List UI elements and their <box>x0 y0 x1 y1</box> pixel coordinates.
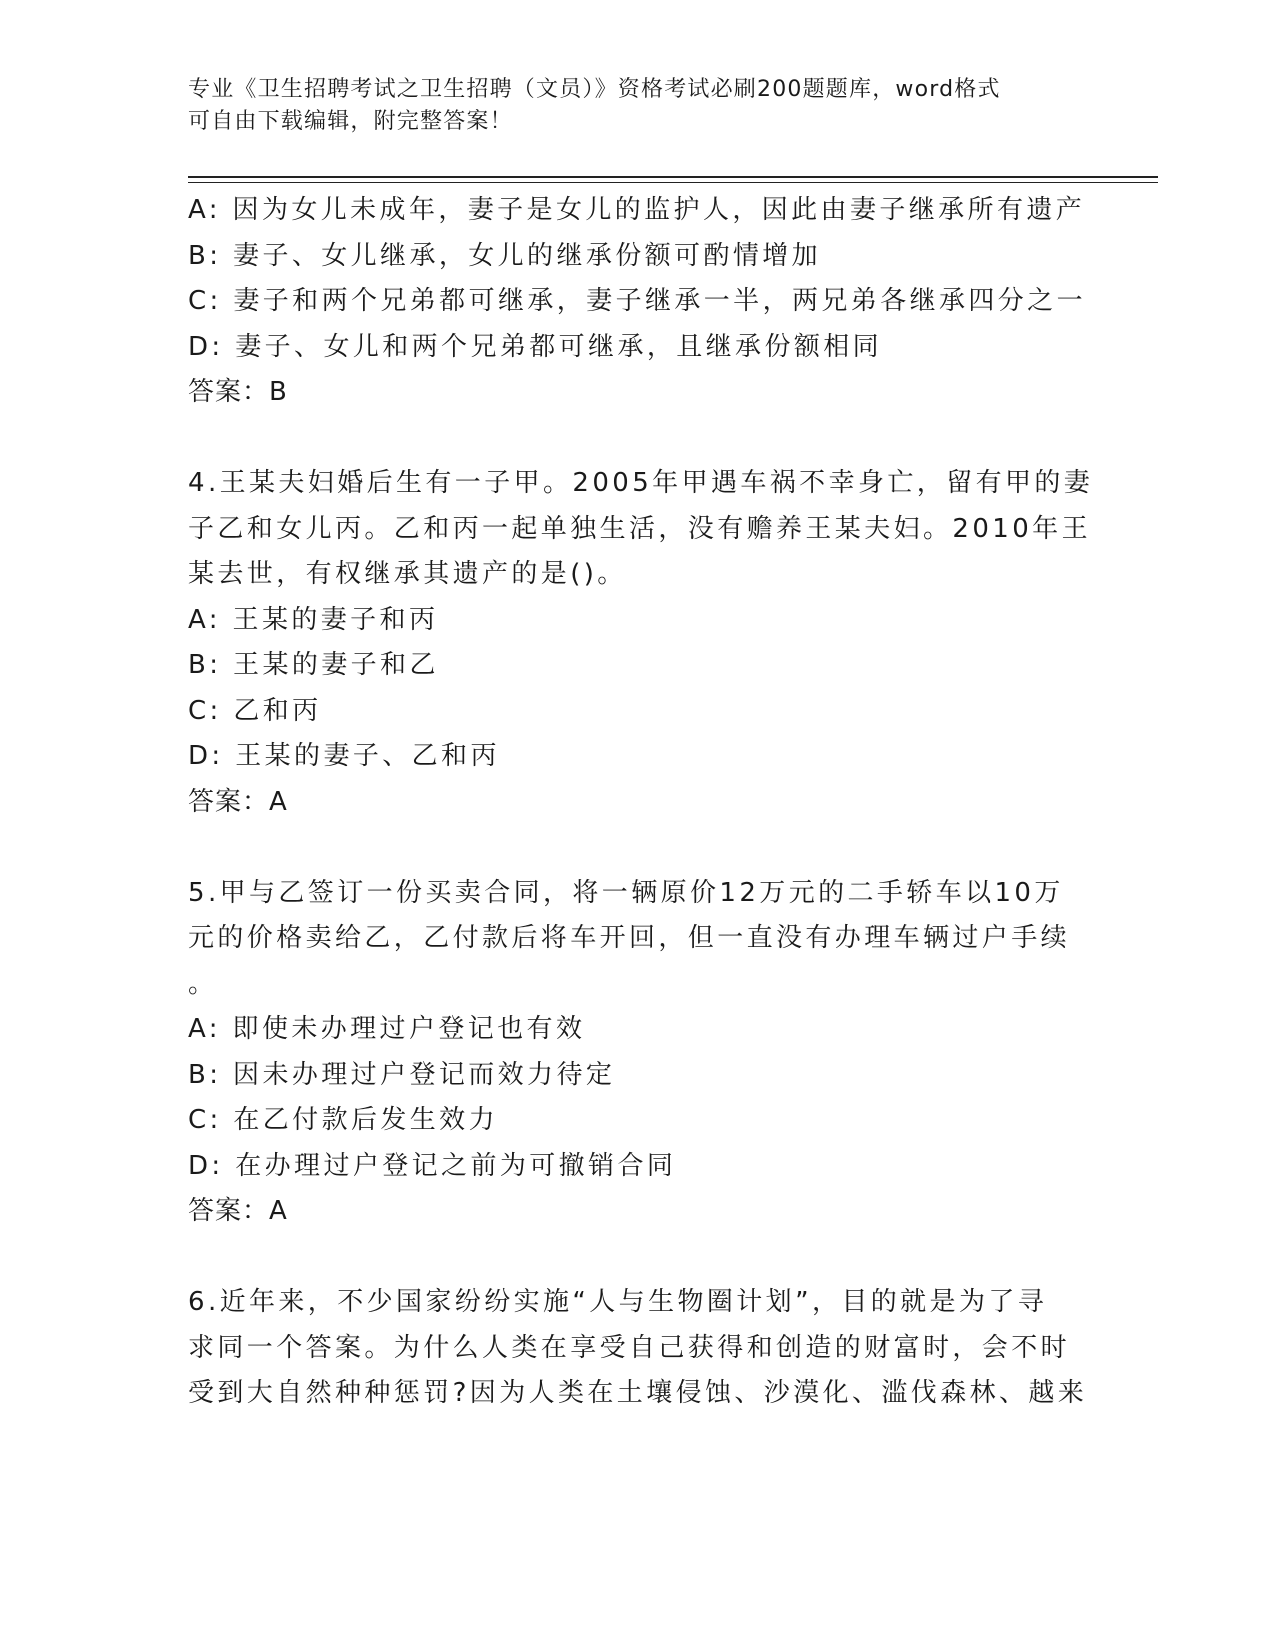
question-stem-line: 求同一个答案。为什么人类在享受自己获得和创造的财富时，会不时 <box>188 1332 1071 1363</box>
question-stem-line: 子乙和女儿丙。乙和丙一起单独生活，没有赡养王某夫妇。2010年王 <box>188 513 1091 544</box>
question-stem-line: 某去世，有权继承其遗产的是()。 <box>188 559 627 589</box>
question-stem-line: 4.王某夫妇婚后生有一子甲。2005年甲遇车祸不幸身亡，留有甲的妻 <box>188 468 1094 498</box>
header-title-line-1: 专业《卫生招聘考试之卫生招聘（文员）》资格考试必刷200题题库，word格式 <box>188 77 1001 102</box>
spacer <box>188 825 1088 871</box>
option-c: C: 妻子和两个兄弟都可继承，妻子继承一半，两兄弟各继承四分之一 <box>188 286 1086 316</box>
question-stem-line: 受到大自然种种惩罚?因为人类在土壤侵蚀、沙漠化、滥伐森林、越来 <box>188 1378 1088 1408</box>
option-a: A: 因为女儿未成年，妻子是女儿的监护人，因此由妻子继承所有遗产 <box>188 195 1086 225</box>
header-divider-thick <box>188 176 1158 178</box>
option-d: D: 王某的妻子、乙和丙 <box>188 741 500 771</box>
spacer <box>188 416 1088 462</box>
spacer <box>188 1235 1088 1281</box>
answer-label: 答案：A <box>188 786 288 817</box>
option-c: C: 在乙付款后发生效力 <box>188 1105 498 1135</box>
option-b: B: 因未办理过户登记而效力待定 <box>188 1059 616 1090</box>
option-d: D: 在办理过户登记之前为可撤销合同 <box>188 1150 677 1181</box>
option-b: B: 王某的妻子和乙 <box>188 650 439 680</box>
option-d: D: 妻子、女儿和两个兄弟都可继承，且继承份额相同 <box>188 331 883 362</box>
question-5 <box>188 871 1088 1235</box>
question-3 <box>188 188 1088 416</box>
option-b: B: 妻子、女儿继承，女儿的继承份额可酌情增加 <box>188 240 822 271</box>
question-stem-line: 。 <box>188 968 218 999</box>
question-4 <box>188 461 1094 825</box>
option-c: C: 乙和丙 <box>188 695 322 726</box>
question-6 <box>188 1280 1088 1417</box>
question-content <box>188 188 1094 1417</box>
header-title-line-2: 可自由下载编辑，附完整答案！ <box>188 109 513 134</box>
question-stem-line: 5.甲与乙签订一份买卖合同，将一辆原价12万元的二手轿车以10万 <box>188 877 1064 908</box>
answer-label: 答案：A <box>188 1196 288 1226</box>
option-a: A: 王某的妻子和丙 <box>188 604 439 635</box>
answer-label: 答案：B <box>188 377 288 407</box>
question-stem-line: 元的价格卖给乙，乙付款后将车开回，但一直没有办理车辆过户手续 <box>188 923 1071 953</box>
header-divider-thin <box>188 182 1158 183</box>
document-header <box>188 74 1068 138</box>
option-a: A: 即使未办理过户登记也有效 <box>188 1014 586 1044</box>
question-stem-line: 6.近年来，不少国家纷纷实施“人与生物圈计划”，目的就是为了寻 <box>188 1287 1048 1317</box>
